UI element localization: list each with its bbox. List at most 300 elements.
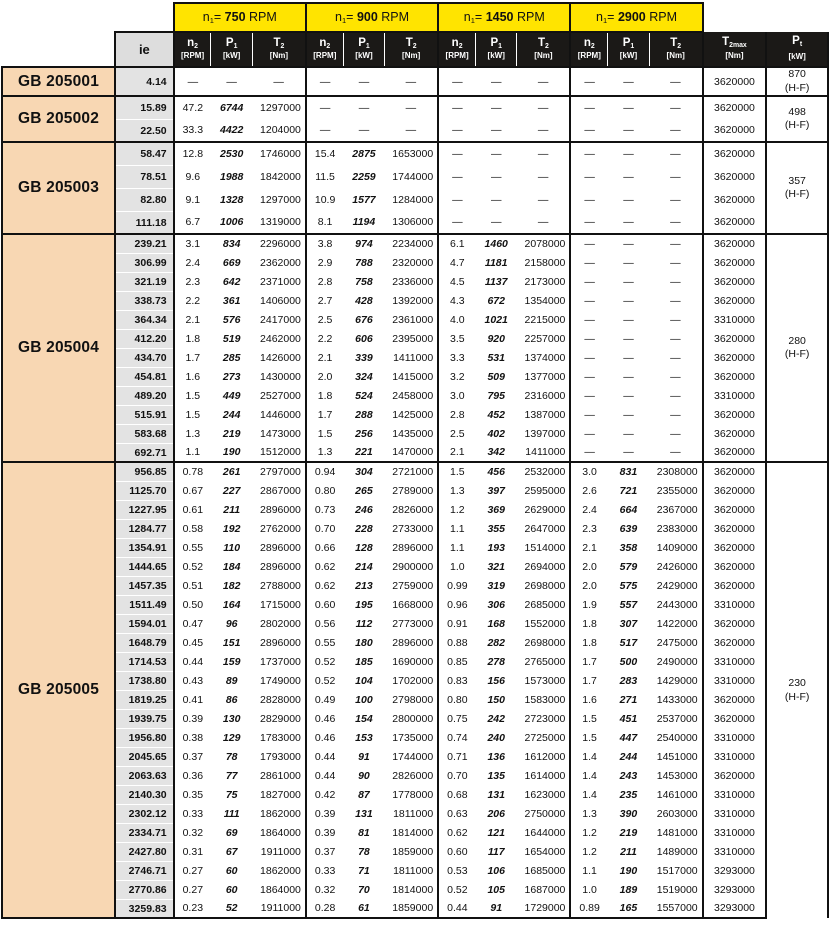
- n2-value: —: [306, 96, 343, 119]
- p1-value: 131: [355, 807, 373, 820]
- t2-value: 2362000: [260, 256, 301, 269]
- n2-value: 0.46: [306, 728, 343, 747]
- p1-value: 519: [222, 332, 241, 345]
- n2-value: 0.33: [306, 861, 343, 880]
- t2max-value: 3620000: [703, 405, 767, 424]
- t2-value: 1425000: [392, 408, 434, 421]
- p1-value: 795: [487, 389, 505, 402]
- p1-value: 831: [608, 462, 649, 481]
- n2-value: —: [438, 67, 475, 96]
- n2-value: 0.55: [306, 633, 343, 652]
- table-row: [2, 211, 828, 234]
- n2-value: 2.9: [306, 253, 343, 272]
- table-row: [2, 234, 828, 253]
- pt-note: (H-F): [784, 119, 810, 132]
- column-header: [385, 32, 439, 67]
- n2-value: 10.9: [306, 188, 343, 211]
- p1-value: 758: [355, 275, 373, 288]
- p1-value: 242: [487, 712, 505, 725]
- t2-value: —: [537, 193, 549, 206]
- t2-value: 1715000: [260, 598, 301, 611]
- pt-value: [766, 67, 828, 96]
- p1-value: 214: [355, 560, 373, 573]
- p1-value: 1577: [352, 193, 376, 206]
- n2-value: —: [570, 119, 607, 142]
- n2-value: —: [306, 119, 343, 142]
- p1-value: 2259: [352, 170, 376, 183]
- n2-value: 0.89: [570, 899, 607, 918]
- ie-value: 1648.79: [115, 633, 174, 652]
- t2-value: —: [670, 216, 681, 229]
- t2max-value: 3293000: [703, 880, 767, 899]
- table-row: [2, 291, 828, 310]
- t2max-value: 3310000: [703, 652, 767, 671]
- t2max-value: 3620000: [703, 165, 767, 188]
- p1-value: 428: [355, 294, 373, 307]
- ie-value: 1738.80: [115, 671, 174, 690]
- p1-value: 190: [619, 864, 638, 877]
- p1-value: 78: [225, 750, 238, 763]
- t2-value: 1409000: [656, 541, 698, 554]
- t2-value: 2762000: [260, 522, 301, 535]
- n2-value: —: [174, 67, 211, 96]
- p1-value: 579: [619, 560, 638, 573]
- n2-value: 0.36: [174, 766, 211, 785]
- p1-value: 2875: [343, 142, 384, 165]
- t2-value: —: [670, 427, 681, 440]
- group-label: GB 205003: [2, 142, 115, 234]
- t2-value: 2829000: [260, 712, 301, 725]
- n2-value: 2.1: [306, 348, 343, 367]
- pt-value: [766, 142, 828, 234]
- t2-value: —: [670, 389, 681, 402]
- header-unit: [Nm]: [725, 50, 744, 60]
- n2-value: 0.63: [438, 804, 475, 823]
- t2max-value: 3620000: [703, 272, 767, 291]
- t2max-value: 3620000: [703, 367, 767, 386]
- t2max-value: 3620000: [703, 481, 767, 500]
- t2-value: 1702000: [392, 674, 434, 687]
- group-label: GB 205002: [2, 96, 115, 142]
- table-row: [2, 785, 828, 804]
- n2-value: 0.51: [174, 576, 211, 595]
- n2-value: 2.3: [570, 519, 607, 538]
- p1-value: 278: [487, 655, 505, 668]
- ie-value: 111.18: [115, 211, 174, 234]
- n2-value: 0.37: [306, 842, 343, 861]
- t2-value: —: [670, 446, 681, 459]
- header-symbol: $n_2$: [583, 36, 595, 50]
- t2max-value: 3620000: [703, 576, 767, 595]
- t2max-value: 3293000: [703, 861, 767, 880]
- t2max-value: 3620000: [703, 424, 767, 443]
- header-unit: [RPM]: [181, 51, 205, 61]
- ie-value: 78.51: [115, 165, 174, 188]
- p1-value: 185: [355, 655, 373, 668]
- n2-value: 0.33: [174, 804, 211, 823]
- table-row: [2, 119, 828, 142]
- ie-value: 306.99: [115, 253, 174, 272]
- t2-value: 1422000: [656, 617, 698, 630]
- p1-value: 1460: [476, 234, 517, 253]
- p1-value: 244: [222, 408, 241, 421]
- t2-value: —: [405, 124, 417, 137]
- p1-value: 282: [487, 636, 505, 649]
- column-header: [211, 32, 252, 67]
- ie-value: 22.50: [115, 119, 174, 142]
- t2max-value: 3620000: [703, 766, 767, 785]
- t2-value: 2215000: [524, 313, 566, 326]
- n2-value: —: [570, 291, 607, 310]
- t2max-value: 3620000: [703, 67, 767, 96]
- spacer-cell: [2, 32, 115, 67]
- header-symbol: $n_2$: [451, 36, 463, 50]
- rpm-band-header: $n_1= 900$ RPM: [306, 3, 438, 32]
- p1-value: 235: [619, 788, 638, 801]
- t2-value: 1430000: [260, 370, 301, 383]
- t2-value: 2721000: [385, 462, 439, 481]
- ie-value: 1511.49: [115, 595, 174, 614]
- n2-value: 1.2: [570, 842, 607, 861]
- p1-value: 271: [619, 693, 638, 706]
- n2-value: 1.3: [306, 443, 343, 462]
- p1-value: 168: [487, 617, 505, 630]
- n2-value: 0.61: [174, 500, 211, 519]
- pt-note: (H-F): [784, 188, 810, 201]
- p1-value: —: [623, 389, 634, 402]
- t2-value: 2759000: [392, 579, 434, 592]
- column-header: [306, 32, 343, 67]
- t2-value: 2355000: [656, 484, 698, 497]
- t2-value: 2896000: [392, 636, 434, 649]
- t2-value: 1573000: [524, 674, 566, 687]
- ie-value: 2302.12: [115, 804, 174, 823]
- t2-value: 2361000: [392, 313, 434, 326]
- n2-value: 0.73: [306, 500, 343, 519]
- t2-value: 2443000: [656, 598, 698, 611]
- p1-value: —: [623, 427, 634, 440]
- n2-value: 9.1: [174, 188, 211, 211]
- n2-value: —: [306, 67, 343, 96]
- p1-value: 642: [222, 275, 241, 288]
- n2-value: 1.0: [438, 557, 475, 576]
- t2-value: 1517000: [656, 864, 698, 877]
- pt-note: (H-F): [784, 690, 810, 703]
- p1-value: —: [623, 332, 634, 345]
- t2-value: 1864000: [260, 883, 301, 896]
- table-row: [2, 519, 828, 538]
- rpm-band-header: $n_1= 750$ RPM: [174, 3, 306, 32]
- table-row: [2, 842, 828, 861]
- p1-value: 184: [222, 560, 241, 573]
- n2-value: —: [570, 329, 607, 348]
- pt-number: 498: [788, 105, 806, 118]
- n2-value: 0.39: [306, 823, 343, 842]
- t2-value: 1729000: [517, 899, 571, 918]
- t2-value: 2527000: [260, 389, 301, 402]
- n2-value: 2.0: [570, 576, 607, 595]
- n2-value: 2.0: [306, 367, 343, 386]
- header-unit: [Nm]: [269, 51, 288, 61]
- n2-value: 0.38: [174, 728, 211, 747]
- table-row: [2, 188, 828, 211]
- n2-value: 1.5: [570, 709, 607, 728]
- n2-value: 0.43: [174, 671, 211, 690]
- t2-value: 2896000: [392, 541, 434, 554]
- n2-value: 0.23: [174, 899, 211, 918]
- n2-value: 0.32: [174, 823, 211, 842]
- t2-value: 1377000: [524, 370, 566, 383]
- rpm-band-header: $n_1= 1450$ RPM: [438, 3, 570, 32]
- p1-value: 664: [619, 503, 638, 516]
- p1-value: 288: [355, 408, 373, 421]
- t2-value: 1411000: [393, 351, 434, 364]
- p1-value: 154: [355, 712, 373, 725]
- p1-value: —: [490, 124, 502, 137]
- t2max-value: 3310000: [703, 671, 767, 690]
- table-row: [2, 329, 828, 348]
- p1-value: 240: [487, 731, 505, 744]
- n2-value: —: [438, 211, 475, 234]
- n2-value: 3.1: [174, 234, 211, 253]
- n2-value: 1.8: [306, 386, 343, 405]
- t2max-value: 3620000: [703, 253, 767, 272]
- n2-value: 1.7: [174, 348, 211, 367]
- t2-value: 2867000: [260, 484, 301, 497]
- t2max-value: 3620000: [703, 96, 767, 119]
- t2-value: 1911000: [260, 845, 301, 858]
- column-header: [649, 32, 703, 67]
- n2-value: 0.44: [438, 899, 475, 918]
- p1-value: 105: [487, 883, 505, 896]
- p1-value: 71: [358, 864, 370, 877]
- n2-value: 0.47: [174, 614, 211, 633]
- t2-value: 2234000: [385, 234, 439, 253]
- p1-value: 180: [355, 636, 373, 649]
- n2-value: 0.68: [438, 785, 475, 804]
- header-symbol: $T_{2max}$: [722, 36, 747, 50]
- n2-value: 0.28: [306, 899, 343, 918]
- n2-value: 4.0: [438, 310, 475, 329]
- header-symbol: $n_2$: [319, 36, 331, 50]
- p1-value: 189: [619, 883, 638, 896]
- header-unit: [RPM]: [313, 51, 337, 61]
- t2-value: —: [649, 67, 703, 96]
- t2-value: 1406000: [260, 294, 301, 307]
- p1-value: 265: [355, 484, 373, 497]
- t2-value: 1778000: [392, 788, 434, 801]
- n2-value: 4.5: [438, 272, 475, 291]
- n2-value: 0.44: [306, 747, 343, 766]
- t2-value: 2629000: [524, 503, 566, 516]
- n2-value: 3.3: [438, 348, 475, 367]
- t2-value: 1552000: [524, 617, 566, 630]
- p1-value: 1181: [484, 256, 508, 269]
- n2-value: 0.71: [438, 747, 475, 766]
- t2-value: 1746000: [252, 142, 306, 165]
- t2-value: —: [670, 256, 681, 269]
- n2-value: 0.37: [174, 747, 211, 766]
- t2-value: —: [537, 170, 549, 183]
- column-header: [476, 32, 517, 67]
- ie-value: 583.68: [115, 424, 174, 443]
- p1-value: 110: [223, 541, 241, 554]
- table-row: [2, 67, 828, 96]
- table-row: [2, 576, 828, 595]
- t2-value: 2826000: [392, 503, 434, 516]
- t2-value: —: [670, 313, 681, 326]
- t2-value: 1461000: [656, 788, 698, 801]
- p1-value: 669: [222, 256, 241, 269]
- column-header: [517, 32, 571, 67]
- n2-value: 6.7: [174, 211, 211, 234]
- t2-value: 2896000: [260, 541, 301, 554]
- t2-value: 2828000: [260, 693, 301, 706]
- p1-value: 672: [487, 294, 505, 307]
- table-row: [2, 557, 828, 576]
- t2-value: 1415000: [392, 370, 434, 383]
- ie-column-header: ie: [115, 32, 174, 67]
- p1-value: 91: [476, 899, 517, 918]
- t2max-value: 3620000: [703, 538, 767, 557]
- p1-value: 244: [619, 750, 638, 763]
- n2-value: 3.0: [438, 386, 475, 405]
- p1-value: —: [623, 216, 634, 229]
- t2-value: 2173000: [524, 275, 566, 288]
- p1-value: 390: [619, 807, 638, 820]
- p1-value: 261: [211, 462, 252, 481]
- n2-value: 2.5: [438, 424, 475, 443]
- t2-value: 1862000: [260, 807, 301, 820]
- header-symbol: $T_2$: [405, 36, 417, 50]
- ie-value: 1939.75: [115, 709, 174, 728]
- p1-value: 676: [355, 313, 373, 326]
- t2-value: 1814000: [392, 883, 434, 896]
- t2-value: 1446000: [260, 408, 301, 421]
- p1-value: 283: [619, 674, 638, 687]
- t2-value: 2490000: [656, 655, 698, 668]
- p1-value: 306: [487, 598, 505, 611]
- t2-value: —: [670, 408, 681, 421]
- header-symbol: $T_2$: [273, 36, 285, 50]
- n2-value: 2.3: [174, 272, 211, 291]
- t2-value: 2896000: [260, 560, 301, 573]
- p1-value: 153: [355, 731, 373, 744]
- p1-value: 920: [487, 332, 505, 345]
- p1-value: —: [476, 96, 517, 119]
- p1-value: 524: [355, 389, 373, 402]
- p1-value: —: [490, 193, 502, 206]
- n2-value: 1.6: [174, 367, 211, 386]
- n2-value: —: [570, 211, 607, 234]
- t2-value: 1306000: [392, 216, 434, 229]
- t2-value: 2773000: [392, 617, 434, 630]
- n2-value: 2.1: [174, 310, 211, 329]
- p1-value: —: [490, 216, 502, 229]
- n2-value: 0.32: [306, 880, 343, 899]
- t2-value: 2647000: [524, 522, 566, 535]
- n2-value: 0.42: [306, 785, 343, 804]
- header-unit: [Nm]: [402, 51, 421, 61]
- p1-value: 1006: [220, 216, 244, 229]
- t2-value: 1735000: [392, 731, 434, 744]
- p1-value: 246: [355, 503, 373, 516]
- n2-value: 3.8: [306, 234, 343, 253]
- table-row: [2, 443, 828, 462]
- n2-value: 0.44: [306, 766, 343, 785]
- t2-value: 1453000: [656, 769, 698, 782]
- n2-value: 1.5: [438, 462, 475, 481]
- p1-value: 2530: [211, 142, 252, 165]
- n2-value: 0.55: [174, 538, 211, 557]
- n2-value: 1.3: [174, 424, 211, 443]
- t2-value: 2371000: [260, 275, 301, 288]
- header-symbol: $P_t$: [792, 35, 803, 49]
- p1-value: 304: [343, 462, 384, 481]
- t2max-value: 3620000: [703, 211, 767, 234]
- t2-value: 1793000: [260, 750, 301, 763]
- ie-value: 692.71: [115, 443, 174, 462]
- t2-value: —: [517, 96, 571, 119]
- n2-value: 0.52: [438, 880, 475, 899]
- t2-value: —: [385, 67, 439, 96]
- t2-value: 2900000: [392, 560, 434, 573]
- t2-value: 2798000: [392, 693, 434, 706]
- n2-value: 2.4: [174, 253, 211, 272]
- n2-value: 15.4: [306, 142, 343, 165]
- p1-value: 1988: [220, 170, 244, 183]
- n2-value: 0.62: [438, 823, 475, 842]
- header-symbol: $P_1$: [358, 36, 370, 50]
- table-row: [2, 165, 828, 188]
- t2-value: —: [670, 294, 681, 307]
- n2-value: 0.80: [306, 481, 343, 500]
- n2-value: 0.66: [306, 538, 343, 557]
- n2-value: 0.45: [174, 633, 211, 652]
- n2-value: 0.56: [306, 614, 343, 633]
- column-header: [570, 32, 607, 67]
- table-body: [2, 3, 828, 918]
- n2-value: 1.3: [570, 804, 607, 823]
- t2max-value: 3620000: [703, 142, 767, 165]
- t2-value: 2723000: [524, 712, 566, 725]
- t2-value: 1397000: [524, 427, 566, 440]
- n2-value: 0.39: [174, 709, 211, 728]
- n2-value: 0.27: [174, 880, 211, 899]
- table-row: [2, 462, 828, 481]
- p1-value: 721: [619, 484, 638, 497]
- t2-value: 1814000: [392, 826, 434, 839]
- p1-value: 639: [619, 522, 638, 535]
- table-row: [2, 899, 828, 918]
- ie-value: 3259.83: [115, 899, 174, 918]
- n2-value: 0.44: [174, 652, 211, 671]
- n2-value: 0.52: [174, 557, 211, 576]
- table-row: [2, 804, 828, 823]
- n2-value: 2.5: [306, 310, 343, 329]
- ie-value: 454.81: [115, 367, 174, 386]
- t2-value: 2861000: [260, 769, 301, 782]
- n2-value: 2.8: [438, 405, 475, 424]
- p1-value: 451: [619, 712, 638, 725]
- t2-value: 1411000: [525, 446, 566, 459]
- t2max-value: 3310000: [703, 804, 767, 823]
- n2-value: —: [438, 96, 475, 119]
- t2-value: 2802000: [260, 617, 301, 630]
- t2-value: —: [649, 234, 703, 253]
- n2-value: 0.49: [306, 690, 343, 709]
- t2-value: 2320000: [392, 256, 434, 269]
